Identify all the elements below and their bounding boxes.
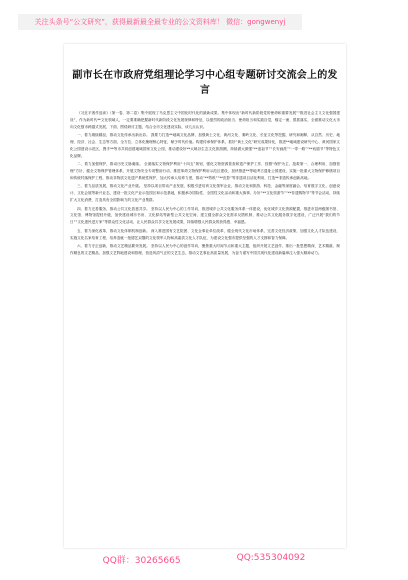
paragraph: 五、着力深化改革，推动文化体制机制创新。 深入推进国有文艺院团、文化企事业单位改革，健全现代文化市场体系，完善文化经济政策，加强文化人才队伍建设，实施文化名家培育工程，培养造就一批德艺双馨的文化领军人物和高素质文化人才队伍，为建设文化强市提供坚强的人才支撑和智力保障。 [70, 228, 340, 240]
paragraph: 四、着力完善服务，推动公共文化普惠共享。 坚持以人民为中心的工作导向，推进城乡公共文化服务体系一体建设，优化城乡文化资源配置，推进市县两级图书馆、文化馆、博物馆提档升级，加快建设城市书房、文化驿站等新型公共文化空间，建立健全群众文化需求反馈机制，推动公共文化服务数字化建设，广泛开展“我们的节日”“文化惠民进万家”等群众性文化活动，让人民群众共享文化发展成果，持续增强人民群众的获得感、幸福感。 [70, 206, 340, 225]
document-page [64, 44, 346, 548]
paragraph: 二、着力加强保护，推动历史文脉赓续。 全面落实文物保护利用“十四五”规划，强化文物资源普查和遗产保护工作，按照“保护为主、抢救第一、合理利用、加强管理”方针，健全文物保护管理体系，开展文物安全专项整治行动，推进革命文物保护利用示范区建设，加快推进**等地考古遗址公园建设，实施一批重大文物保护修缮项目和传统村落保护工程，推动非物质文化遗产系统性保护，加大传承人培养力度，推动“**剪纸”“**皮影”等非遗项目活化利用，打造**非遗传承创新高地。 [70, 162, 340, 180]
footer [0, 553, 408, 566]
paragraph: 一、着力赓续精品，推动文化传承出新出彩。 我要力打造**地域文化品牌，加强黄土文化、黄河文化、秦岭文化、长征文化等挖掘、研究和阐释，从自然、历史、地理、经济、社会、生态等方面，全方位、立体化梳理核心特征，赋予时代价值。构建传承保护体系，抓好“黄土文化”研究成果转化，推进**地域建设研究中心、黄河国家文化公园建设示范区，携手**等市共同创建地域国家文化公园，推动建设好**大峡谷生态文化旅游圈，持续做大做强“**追祖节”“长安画派”“一带一路”“**戏剧节”等特色文化品牌。 [70, 133, 340, 158]
document-body [70, 110, 340, 257]
paragraph: 六、着力守正创新，推动文艺精品繁荣发展。 坚持以人民为中心的创作导向，聚焦重大时间节点和重大主题，组织开展文艺创作，推出一批思想精深、艺术精湛、制作精良的文艺精品，加强文艺阵地建设和管理，营造风清气正的文艺生态，推动文艺事业高质量发展，为奋力谱写中国式现代化建设新篇章注入强大精神动力。 [70, 244, 340, 255]
qq-group: QQ群：30265665 [102, 556, 181, 566]
promo-banner: 关注头条号“公文研究”，获得最新最全最专业的公文资料库！ 微信：gongwenyj [18, 14, 302, 30]
paragraph: 《习近平著作选读》（第一卷、第二卷）集中展现了马克思主义中国化时代化的最新成果，集中体现出“新时代新阶段党的使命和重要发展”“推进社会主义文化强国建设”，作为新时代**文化领域人，一定要准确把握新时代新阶段文化发展规律和特征，以强烈的政治担当、使命担当和实践自觉，锚定一流、狠抓落实，全面推动文化大市向文化强市跨越式发展，下面，围绕研讨主题，结合全市文化建设实际，谈几点认识。 [70, 111, 340, 129]
paragraph: 三、着力品质发展，推动文化产业升级。 坚持以项目带动产业发展，积极引进培育文化领军企业，推动文化和旅游、科技、金融等深度融合，培育数字文化、创意设计、文化会展等新兴业态，建设一批文化产业示范园区和示范基地，积极承办国际性、全国性文化活动和重大赛事，办好“**文化旅游节”“**非遗购物节”等节会活动，持续扩大文化消费，打造具有全国影响力的文化产业集群。 [70, 184, 340, 202]
document-title: 副市长在市政府党组理论学习中心组专题研讨交流会上的发言 [72, 70, 338, 96]
qq-contact: QQ:535304092 [236, 553, 306, 563]
